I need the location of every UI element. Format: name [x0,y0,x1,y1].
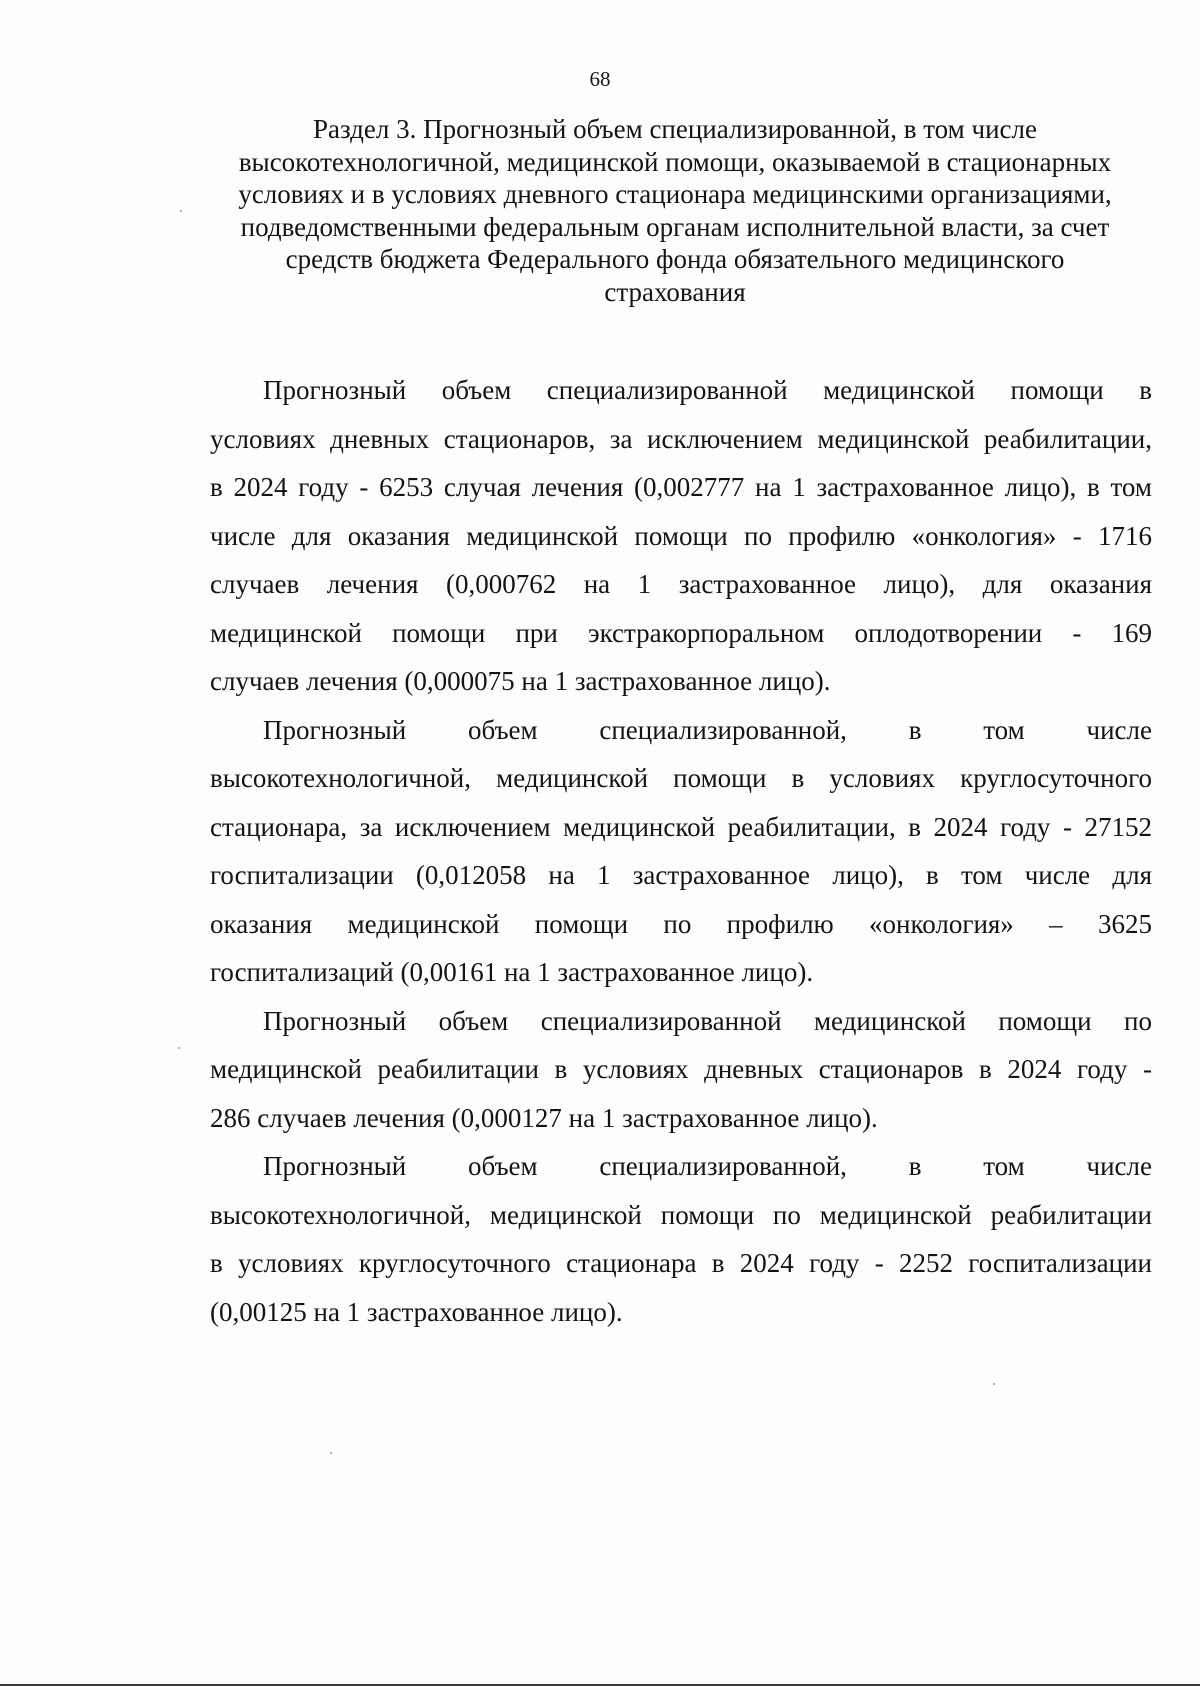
paragraph-line: медицинской реабилитации в условиях дневных стационаров в 2024 году - [210,1054,1152,1084]
heading-line: средств бюджета Федерального фонда обязательного медицинского [285,244,1065,274]
heading-line: условиях и в условиях дневного стационара медицинскими организациями, [238,179,1112,209]
paragraph-rehabilitation-round-the-clock [210,1142,1152,1336]
paragraph-line: случаев лечения (0,000762 на 1 застрахованное лицо), для оказания [210,569,1152,599]
paragraph-line: стационара, за исключением медицинской реабилитации, в 2024 году - 27152 [210,811,1152,842]
paragraph-line: высокотехнологичной, медицинской помощи по медицинской реабилитации [210,1199,1152,1230]
paragraph-line: Прогнозный объем специализированной, в том числе [263,714,1152,745]
paragraph-line: случаев лечения (0,000075 на 1 застрахованное лицо). [210,666,831,696]
heading-line: страхования [604,276,746,307]
heading-line: подведомственными федеральным органам исполнительной власти, за счет [240,211,1110,242]
scan-speck [330,1452,332,1454]
scan-speck [178,1047,180,1049]
paragraph-day-hospital [210,366,1152,706]
scan-speck [993,1383,995,1385]
paragraph-line: в 2024 году - 6253 случая лечения (0,002777 на 1 застрахованное лицо), в том [210,472,1152,502]
heading-line: Раздел 3. Прогнозный объем специализированной, в том числе [313,114,1037,144]
paragraph-rehabilitation-day-hospital [210,997,1152,1143]
scan-speck [180,210,182,212]
paragraph-line: 286 случаев лечения (0,000127 на 1 застрахованное лицо). [210,1102,878,1133]
paragraph-line: госпитализаций (0,00161 на 1 застрахованное лицо). [210,957,814,987]
paragraph-line: Прогнозный объем специализированной, в том числе [263,1151,1152,1181]
paragraph-line: условиях дневных стационаров, за исключением медицинской реабилитации, [210,423,1152,454]
paragraph-line: оказания медицинской помощи по профилю «онкология» – 3625 [210,908,1152,939]
paragraph-line: высокотехнологичной, медицинской помощи в условиях круглосуточного [210,763,1152,793]
paragraph-line: числе для оказания медицинской помощи по профилю «онкология» - 1716 [210,520,1152,551]
paragraph-round-the-clock-hospital [210,706,1152,997]
scan-bottom-edge [0,1684,1200,1686]
heading-line: высокотехнологичной, медицинской помощи, оказываемой в стационарных [238,146,1112,177]
paragraph-line: Прогнозный объем специализированной медицинской помощи по [263,1005,1152,1036]
paragraph-line: Прогнозный объем специализированной медицинской помощи в [263,375,1152,405]
body-text [210,366,1152,1336]
paragraph-line: госпитализации (0,012058 на 1 застрахованное лицо), в том числе для [210,860,1152,890]
paragraph-line: в условиях круглосуточного стационара в 2024 году - 2252 госпитализации [210,1248,1152,1278]
page-number: 68 [589,67,611,91]
paragraph-line: (0,00125 на 1 застрахованное лицо). [210,1296,623,1327]
section-heading [210,113,1140,308]
paragraph-line: медицинской помощи при экстракорпоральном оплодотворении - 169 [210,617,1152,648]
